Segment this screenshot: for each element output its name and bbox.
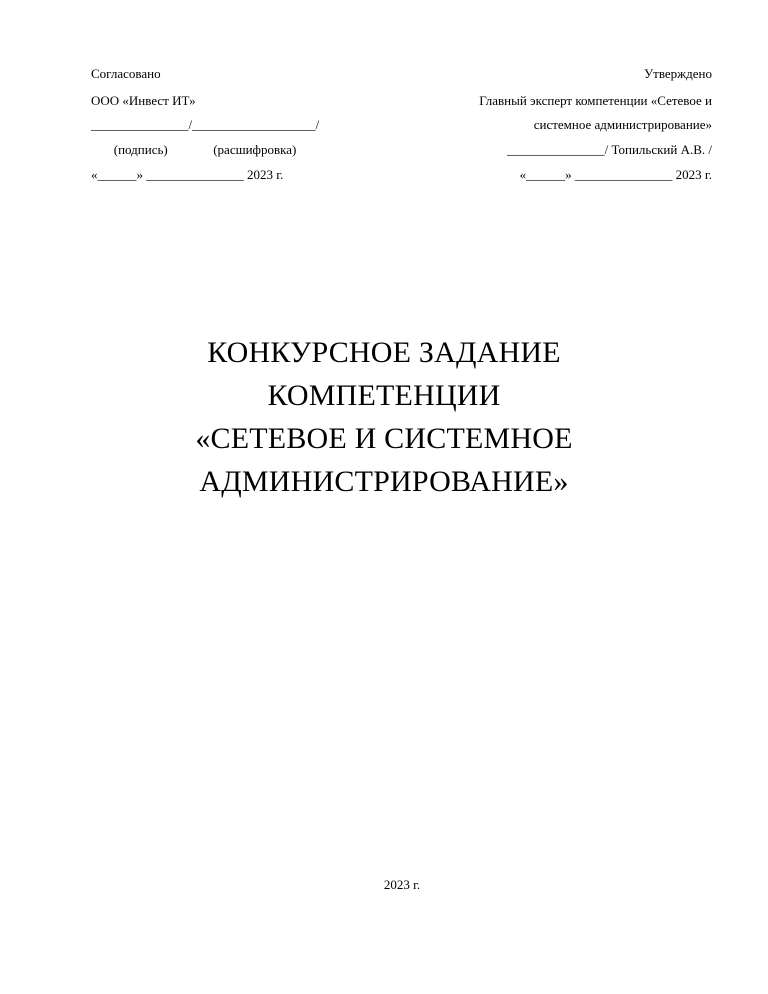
approver-signature-line: _______________/ Топильский А.В. / — [507, 142, 712, 157]
footer-year: 2023 г. — [383, 877, 421, 892]
approver-date-line: «______» _______________ 2023 г. — [519, 167, 712, 182]
document-title — [0, 331, 768, 503]
agreed-label: Согласовано — [91, 66, 161, 81]
title-line-4: АДМИНИСТРИРОВАНИЕ» — [199, 465, 569, 498]
date-line: «______» _______________ 2023 г. — [91, 167, 284, 182]
organization-name: ООО «Инвест ИТ» — [91, 93, 196, 108]
title-line-2: КОМПЕТЕНЦИИ — [267, 379, 501, 412]
approver-position-line2: системное администрирование» — [533, 117, 712, 132]
approved-label: Утверждено — [643, 66, 712, 81]
approver-position-line1: Главный эксперт компетенции «Сетевое и — [479, 93, 712, 108]
signature-line: _______________/___________________/ — [91, 117, 320, 132]
title-line-3: «СЕТЕВОЕ И СИСТЕМНОЕ — [195, 422, 573, 455]
signature-caption: (подпись) (расшифровка) — [91, 142, 297, 157]
title-line-1: КОНКУРСНОЕ ЗАДАНИЕ — [207, 336, 561, 369]
